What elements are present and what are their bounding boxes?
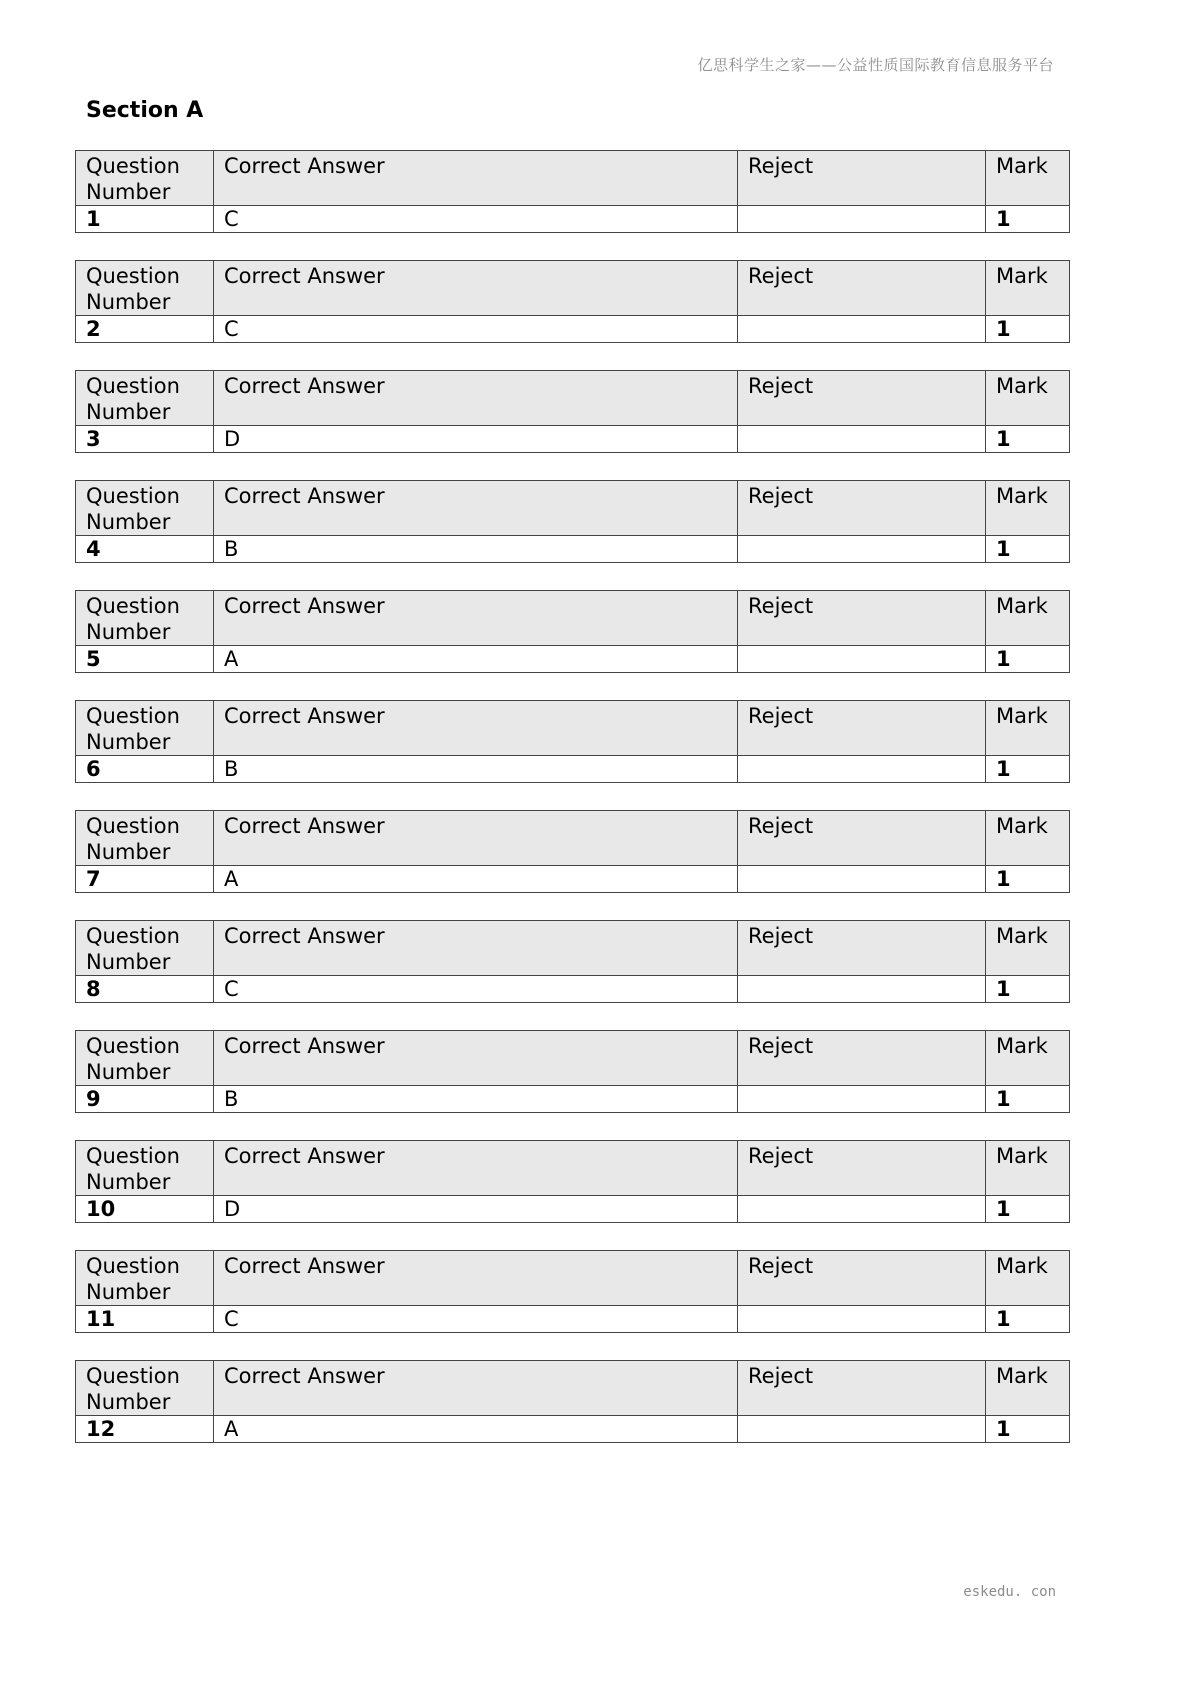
question-number-cell: 2 [76, 316, 214, 343]
mark-cell: 1 [986, 976, 1070, 1003]
question-number-header: Question Number [76, 371, 214, 426]
table-header-row [76, 1361, 1070, 1416]
mark-header: Mark [986, 1031, 1070, 1086]
correct-answer-header: Correct Answer [214, 1031, 738, 1086]
correct-answer-cell: C [214, 1306, 738, 1333]
question-number-cell: 4 [76, 536, 214, 563]
question-table [75, 1140, 1070, 1223]
mark-scheme-tables [75, 150, 1069, 1470]
correct-answer-cell: C [214, 206, 738, 233]
mark-header: Mark [986, 261, 1070, 316]
reject-cell [738, 536, 986, 563]
reject-cell [738, 646, 986, 673]
mark-header: Mark [986, 811, 1070, 866]
question-number-cell: 9 [76, 1086, 214, 1113]
question-table [75, 370, 1070, 453]
question-number-header: Question Number [76, 1031, 214, 1086]
correct-answer-header: Correct Answer [214, 921, 738, 976]
reject-cell [738, 756, 986, 783]
question-number-cell: 8 [76, 976, 214, 1003]
question-number-cell: 3 [76, 426, 214, 453]
reject-header: Reject [738, 811, 986, 866]
question-number-header: Question Number [76, 1361, 214, 1416]
mark-header: Mark [986, 701, 1070, 756]
correct-answer-cell: B [214, 756, 738, 783]
question-number-cell: 1 [76, 206, 214, 233]
mark-cell: 1 [986, 866, 1070, 893]
correct-answer-cell: A [214, 1416, 738, 1443]
correct-answer-header: Correct Answer [214, 481, 738, 536]
correct-answer-header: Correct Answer [214, 701, 738, 756]
reject-cell [738, 316, 986, 343]
header-watermark-text: 亿思科学生之家——公益性质国际教育信息服务平台 [697, 56, 1054, 74]
table-row [76, 866, 1070, 893]
reject-cell [738, 1306, 986, 1333]
reject-header: Reject [738, 481, 986, 536]
reject-header: Reject [738, 701, 986, 756]
correct-answer-header: Correct Answer [214, 1361, 738, 1416]
table-row [76, 1196, 1070, 1223]
question-number-cell: 10 [76, 1196, 214, 1223]
mark-cell: 1 [986, 1086, 1070, 1113]
reject-header: Reject [738, 1361, 986, 1416]
mark-cell: 1 [986, 206, 1070, 233]
mark-header: Mark [986, 1251, 1070, 1306]
correct-answer-cell: C [214, 316, 738, 343]
correct-answer-header: Correct Answer [214, 1251, 738, 1306]
table-header-row [76, 261, 1070, 316]
table-header-row [76, 1251, 1070, 1306]
question-table [75, 700, 1070, 783]
table-row [76, 316, 1070, 343]
reject-cell [738, 1416, 986, 1443]
table-row [76, 1086, 1070, 1113]
mark-cell: 1 [986, 646, 1070, 673]
question-number-header: Question Number [76, 481, 214, 536]
reject-cell [738, 1086, 986, 1113]
table-row [76, 536, 1070, 563]
question-number-header: Question Number [76, 591, 214, 646]
question-number-header: Question Number [76, 921, 214, 976]
mark-header: Mark [986, 151, 1070, 206]
table-header-row [76, 811, 1070, 866]
correct-answer-header: Correct Answer [214, 261, 738, 316]
correct-answer-header: Correct Answer [214, 811, 738, 866]
table-header-row [76, 591, 1070, 646]
question-table [75, 1360, 1070, 1443]
question-number-header: Question Number [76, 1251, 214, 1306]
mark-header: Mark [986, 481, 1070, 536]
mark-header: Mark [986, 921, 1070, 976]
table-header-row [76, 701, 1070, 756]
correct-answer-header: Correct Answer [214, 151, 738, 206]
reject-cell [738, 976, 986, 1003]
question-number-cell: 5 [76, 646, 214, 673]
table-header-row [76, 481, 1070, 536]
reject-header: Reject [738, 1251, 986, 1306]
table-row [76, 1306, 1070, 1333]
question-number-header: Question Number [76, 1141, 214, 1196]
reject-header: Reject [738, 921, 986, 976]
mark-cell: 1 [986, 536, 1070, 563]
table-row [76, 756, 1070, 783]
table-row [76, 206, 1070, 233]
mark-header: Mark [986, 1361, 1070, 1416]
correct-answer-cell: A [214, 866, 738, 893]
reject-cell [738, 206, 986, 233]
mark-header: Mark [986, 591, 1070, 646]
mark-cell: 1 [986, 1306, 1070, 1333]
mark-cell: 1 [986, 756, 1070, 783]
reject-header: Reject [738, 1141, 986, 1196]
question-table [75, 1250, 1070, 1333]
correct-answer-cell: B [214, 1086, 738, 1113]
question-number-cell: 7 [76, 866, 214, 893]
question-table [75, 1030, 1070, 1113]
table-header-row [76, 371, 1070, 426]
correct-answer-cell: D [214, 426, 738, 453]
table-header-row [76, 151, 1070, 206]
reject-cell [738, 866, 986, 893]
reject-header: Reject [738, 1031, 986, 1086]
question-table [75, 260, 1070, 343]
reject-header: Reject [738, 371, 986, 426]
question-table [75, 590, 1070, 673]
question-number-header: Question Number [76, 701, 214, 756]
footer-watermark-text: eskedu. con [963, 1584, 1056, 1600]
question-table [75, 810, 1070, 893]
mark-header: Mark [986, 371, 1070, 426]
section-title: Section A [86, 98, 204, 123]
mark-header: Mark [986, 1141, 1070, 1196]
correct-answer-cell: B [214, 536, 738, 563]
question-number-cell: 12 [76, 1416, 214, 1443]
table-row [76, 646, 1070, 673]
correct-answer-cell: C [214, 976, 738, 1003]
table-header-row [76, 1031, 1070, 1086]
correct-answer-cell: A [214, 646, 738, 673]
correct-answer-header: Correct Answer [214, 591, 738, 646]
question-table [75, 920, 1070, 1003]
reject-cell [738, 1196, 986, 1223]
correct-answer-header: Correct Answer [214, 1141, 738, 1196]
table-row [76, 426, 1070, 453]
question-number-cell: 11 [76, 1306, 214, 1333]
question-table [75, 150, 1070, 233]
mark-cell: 1 [986, 1196, 1070, 1223]
question-number-cell: 6 [76, 756, 214, 783]
question-table [75, 480, 1070, 563]
reject-header: Reject [738, 261, 986, 316]
table-row [76, 976, 1070, 1003]
question-number-header: Question Number [76, 151, 214, 206]
mark-cell: 1 [986, 1416, 1070, 1443]
table-header-row [76, 1141, 1070, 1196]
question-number-header: Question Number [76, 261, 214, 316]
reject-cell [738, 426, 986, 453]
reject-header: Reject [738, 151, 986, 206]
question-number-header: Question Number [76, 811, 214, 866]
reject-header: Reject [738, 591, 986, 646]
correct-answer-header: Correct Answer [214, 371, 738, 426]
table-row [76, 1416, 1070, 1443]
mark-cell: 1 [986, 316, 1070, 343]
mark-cell: 1 [986, 426, 1070, 453]
correct-answer-cell: D [214, 1196, 738, 1223]
table-header-row [76, 921, 1070, 976]
